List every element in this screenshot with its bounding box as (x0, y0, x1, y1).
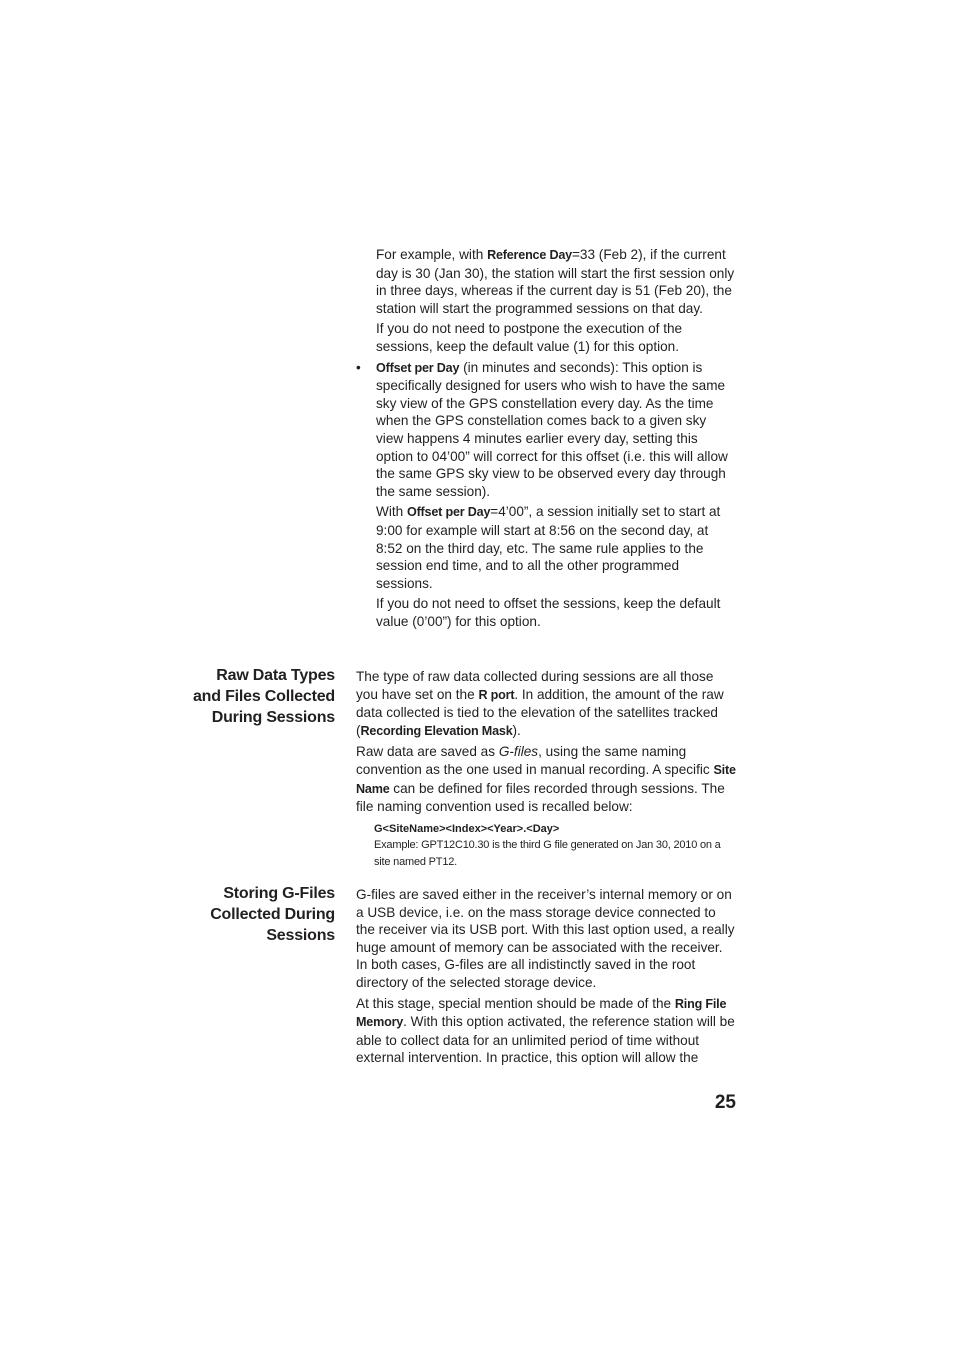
paragraph: G-files are saved either in the receiver’s internal memory or on a USB device, i.e. on the mass storage device connected to the receiver via its USB port. With this last option used, a really huge amount of memory can be associated with the receiver. In both cases, G-files are all indistinctly saved in the root directory of the selected storage device. (356, 887, 735, 990)
paragraph: Offset per Day (in minutes and seconds): This option is specifically designed for users who wish to have the same sky view of the GPS constellation every day. As the time when the GPS constellation comes back to a given sky view happens 4 minutes earlier every day, setting this option to 04’00” will correct for this offset (i.e. this will allow the same GPS sky view to be observed every day through the same session). (376, 359, 728, 499)
list-item (356, 359, 736, 631)
paragraph: For example, with Reference Day=33 (Feb 2), if the current day is 30 (Jan 30), the station will start the first session only in three days, whereas if the current day is 51 (Feb 20), the station will start the programmed sessions on that day. (376, 247, 735, 316)
paragraph: The type of raw data collected during sessions are all those you have set on the R port. In addition, the amount of the raw data collected is tied to the elevation of the satellites tracked (Recording Elevation Mask). (356, 669, 724, 738)
paragraph: Raw data are saved as G-files, using the same naming convention as the one used in manual recording. A specific Site Name can be defined for files recorded through sessions. The file naming convention used is recalled below: (356, 744, 736, 815)
paragraph: If you do not need to postpone the execution of the sessions, keep the default value (1) for this option. (376, 321, 683, 354)
page-number: 25 (714, 1092, 736, 1113)
example-note: Example: GPT12C10.30 is the third G file generated on Jan 30, 2010 on a site named PT12. (374, 838, 721, 868)
paragraph: If you do not need to offset the sessions, keep the default value (0’00”) for this option. (376, 596, 721, 629)
paragraph: At this stage, special mention should be made of the Ring File Memory. With this option activated, the reference station will be able to collect data for an unlimited period of time without external intervention. In practice, this option will allow the (356, 995, 735, 1066)
bullet-icon: • (356, 359, 361, 375)
section-body-raw-data (356, 668, 736, 871)
section-body-storing-g-files (356, 886, 736, 1070)
intro-block (356, 246, 736, 633)
section-heading-raw-data: Raw Data Types and Files Collected During Sessions (192, 667, 335, 726)
paragraph: With Offset per Day=4’00”, a session initially set to start at 9:00 for example will start at 8:56 on the second day, at 8:52 on the third day, etc. The same rule applies to the session end time, and to all the other programmed sessions. (376, 504, 721, 591)
section-heading-storing-g-files: Storing G-Files Collected During Sessions (210, 885, 335, 944)
file-naming-convention: G<SiteName><Index><Year>.<Day> (374, 822, 560, 835)
